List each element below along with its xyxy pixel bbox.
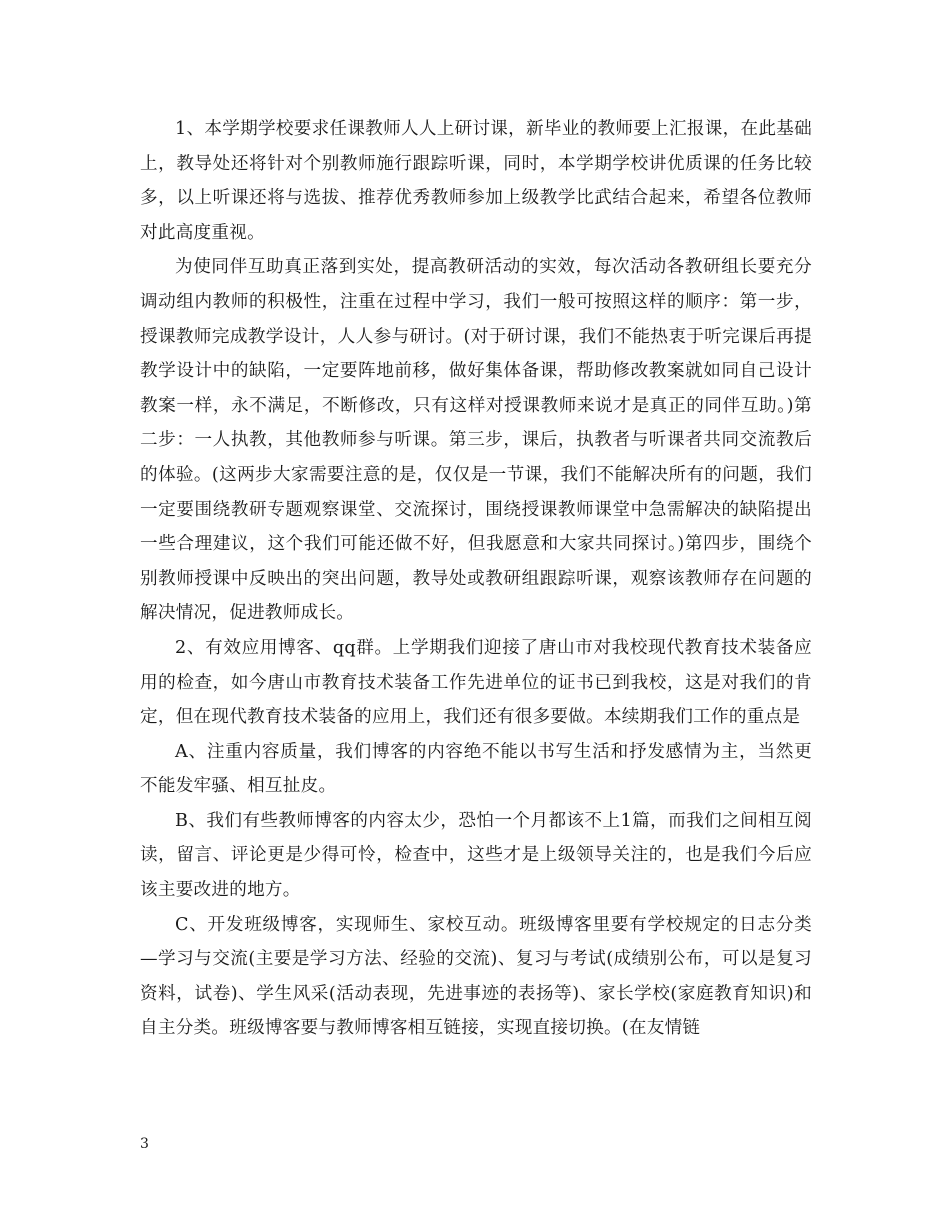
paragraph-1: 1、本学期学校要求任课教师人人上研讨课，新毕业的教师要上汇报课，在此基础上，教导处还将针对个别教师施行跟踪听课，同时，本学期学校讲优质课的任务比较多，以上听课还将与选拔、推荐优秀教师参加上级教学比武结合起来，希望各位教师对此高度重视。 (140, 119, 812, 243)
paragraph-5: B、我们有些教师博客的内容太少，恐怕一个月都该不上1篇，而我们之间相互阅读，留言、评论更是少得可怜，检查中，这些才是上级领导关注的，也是我们今后应该主要改进的地方。 (140, 810, 812, 901)
paragraph-3: 2、有效应用博客、qq群。上学期我们迎接了唐山市对我校现代教育技术装备应用的检查，如今唐山市教育技术装备工作先进单位的证书已到我校，这是对我们的肯定，但在现代教育技术装备的应用上，我们还有很多要做。本续期我们工作的重点是 (140, 637, 812, 728)
paragraph-2: 为使同伴互助真正落到实处，提高教研活动的实效，每次活动各教研组长要充分调动组内教师的积极性，注重在过程中学习，我们一般可按照这样的顺序：第一步，授课教师完成教学设计，人人参与研讨。(对于研讨课，我们不能热衷于听完课后再提教学设计中的缺陷，一定要阵地前移，做好集体备课，帮助修改教案就如同自己设计教案一样，永不满足，不断修改，只有这样对授课教师来说才是真正的同伴互助。)第二步：一人执教，其他教师参与听课。第三步，课后，执教者与听课者共同交流教后的体验。(这两步大家需要注意的是，仅仅是一节课，我们不能解决所有的问题，我们一定要围绕教研专题观察课堂、交流探讨，围绕授课教师课堂中急需解决的缺陷提出一些合理建议，这个我们可能还做不好，但我愿意和大家共同探讨。)第四步，围绕个别教师授课中反映出的突出问题，教导处或教研组跟踪听课，观察该教师存在问题的解决情况，促进教师成长。 (140, 257, 812, 624)
paragraph-6: C、开发班级博客，实现师生、家校互动。班级博客里要有学校规定的日志分类—学习与交流(主要是学习方法、经验的交流)、复习与考试(成绩别公布，可以是复习资料，试卷)、学生风采(活动表现，先进事迹的表扬等)、家长学校(家庭教育知识)和自主分类。班级博客要与教师博客相互链接，实现直接切换。(在友情链 (140, 914, 812, 1039)
paragraph-4: A、注重内容质量，我们博客的内容绝不能以书写生活和抒发感情为主，当然更不能发牢骚、相互扯皮。 (140, 741, 812, 797)
document-body (140, 112, 812, 1046)
page-number: 3 (140, 1136, 149, 1152)
